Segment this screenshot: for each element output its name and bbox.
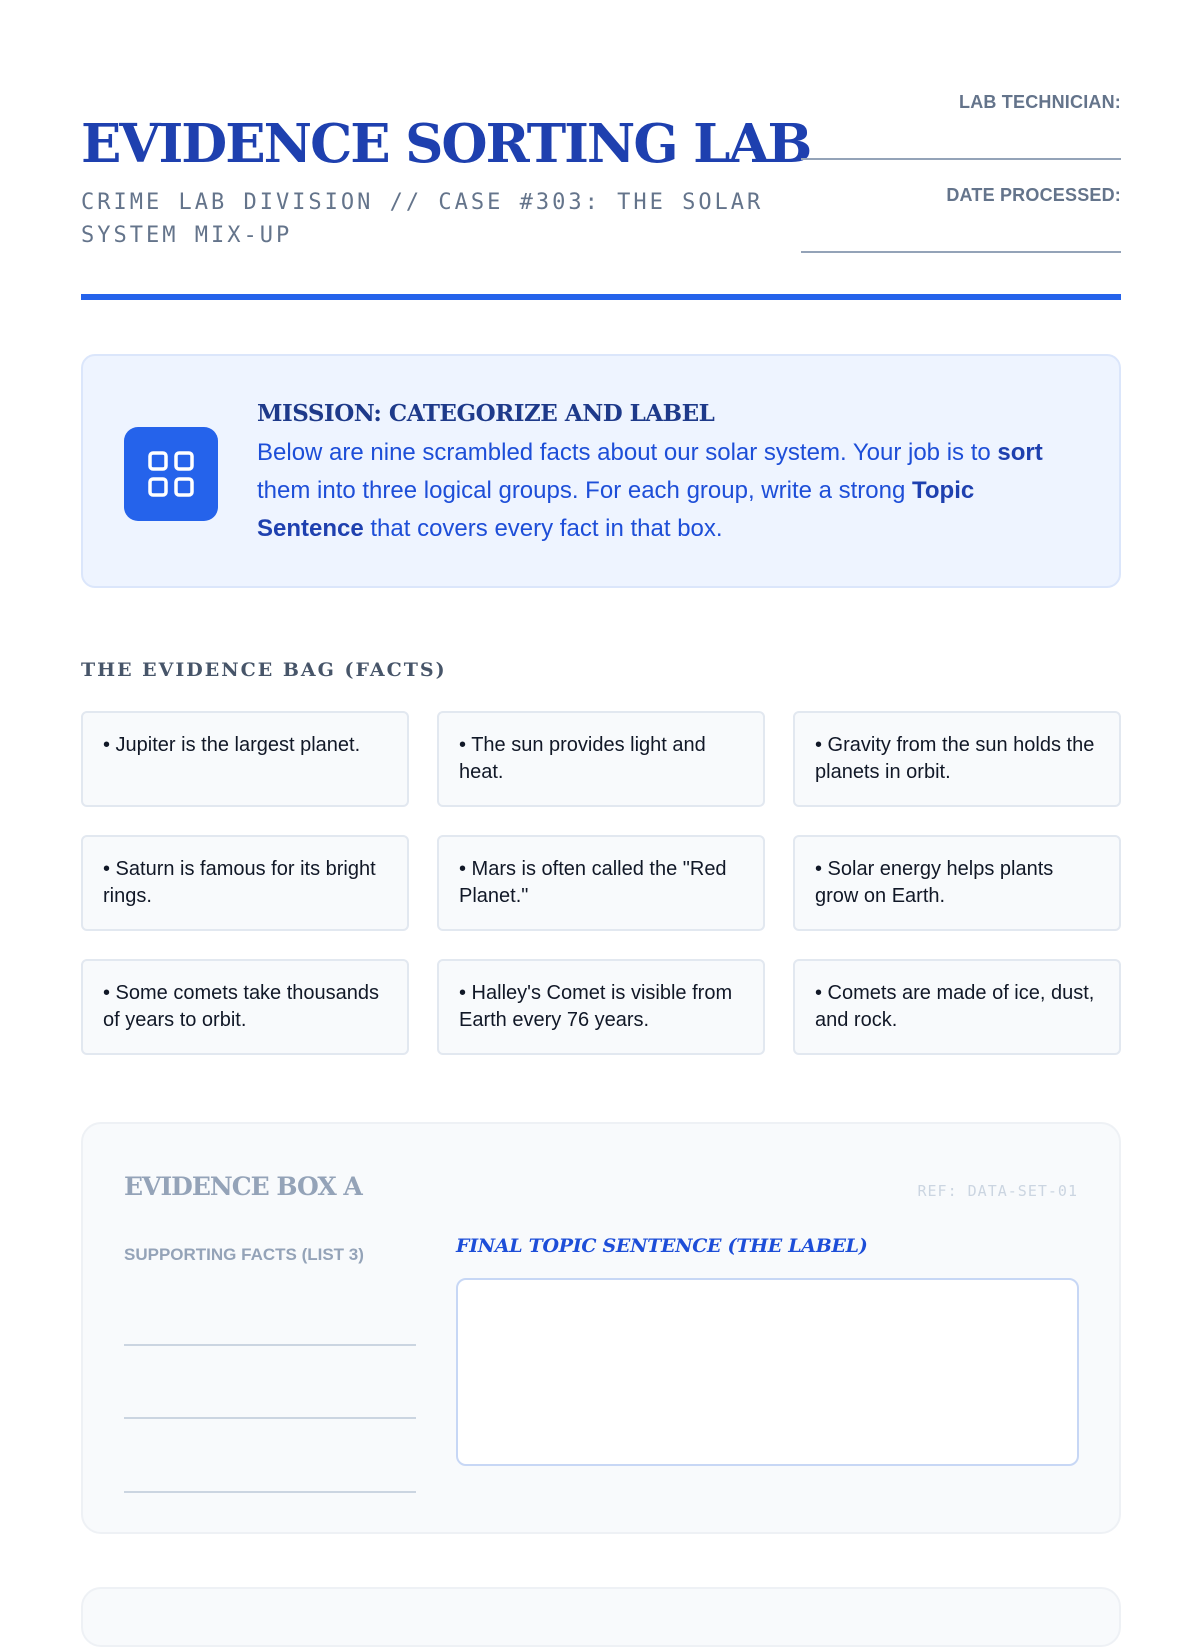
supporting-fact-line-3[interactable] xyxy=(124,1491,416,1493)
topic-sentence-label: FINAL TOPIC SENTENCE (THE LABEL) xyxy=(456,1235,868,1257)
lab-technician-label: LAB TECHNICIAN: xyxy=(959,92,1121,112)
fact-card: • Some comets take thousands of years to orbit. xyxy=(81,959,409,1055)
date-processed-label: DATE PROCESSED: xyxy=(946,185,1121,205)
mission-bold-topic-sentence: Topic Sentence xyxy=(257,477,975,542)
fact-card: • Jupiter is the largest planet. xyxy=(81,711,409,807)
header-divider xyxy=(81,294,1121,300)
page-title: EVIDENCE SORTING LAB xyxy=(81,113,811,175)
fact-card: • Halley's Comet is visible from Earth every 76 years. xyxy=(437,959,765,1055)
fact-card: • Mars is often called the "Red Planet." xyxy=(437,835,765,931)
grid-icon xyxy=(124,427,218,521)
evidence-box-a xyxy=(81,1122,1121,1534)
date-processed-field[interactable] xyxy=(801,251,1121,253)
mission-title: MISSION: CATEGORIZE AND LABEL xyxy=(257,400,715,427)
evidence-facts-grid xyxy=(81,711,1121,1055)
fact-card: • Saturn is famous for its bright rings. xyxy=(81,835,409,931)
mission-instructions: Below are nine scrambled facts about our solar system. Your job is to sort them into three logical groups. For each group, write a strong Topic Sentence that covers every fact in that box. xyxy=(257,439,1043,542)
evidence-box-b xyxy=(81,1587,1121,1647)
fact-card: • Solar energy helps plants grow on Earth. xyxy=(793,835,1121,931)
fact-card: • Comets are made of ice, dust, and rock. xyxy=(793,959,1121,1055)
mission-box xyxy=(81,354,1121,588)
supporting-fact-line-2[interactable] xyxy=(124,1417,416,1419)
evidence-bag-heading: THE EVIDENCE BAG (FACTS) xyxy=(81,659,447,681)
page-subtitle: CRIME LAB DIVISION // CASE #303: THE SOLAR SYSTEM MIX-UP xyxy=(81,190,764,248)
evidence-box-title: EVIDENCE BOX A xyxy=(124,1172,362,1201)
supporting-facts-label: SUPPORTING FACTS (LIST 3) xyxy=(124,1245,364,1264)
evidence-box-ref: REF: DATA-SET-01 xyxy=(917,1182,1078,1200)
fact-card: • Gravity from the sun holds the planets in orbit. xyxy=(793,711,1121,807)
header xyxy=(81,0,1121,305)
topic-sentence-input[interactable] xyxy=(456,1278,1079,1466)
fact-card: • The sun provides light and heat. xyxy=(437,711,765,807)
lab-technician-field[interactable] xyxy=(801,158,1121,160)
supporting-fact-line-1[interactable] xyxy=(124,1344,416,1346)
mission-bold-sort: sort xyxy=(997,439,1043,466)
